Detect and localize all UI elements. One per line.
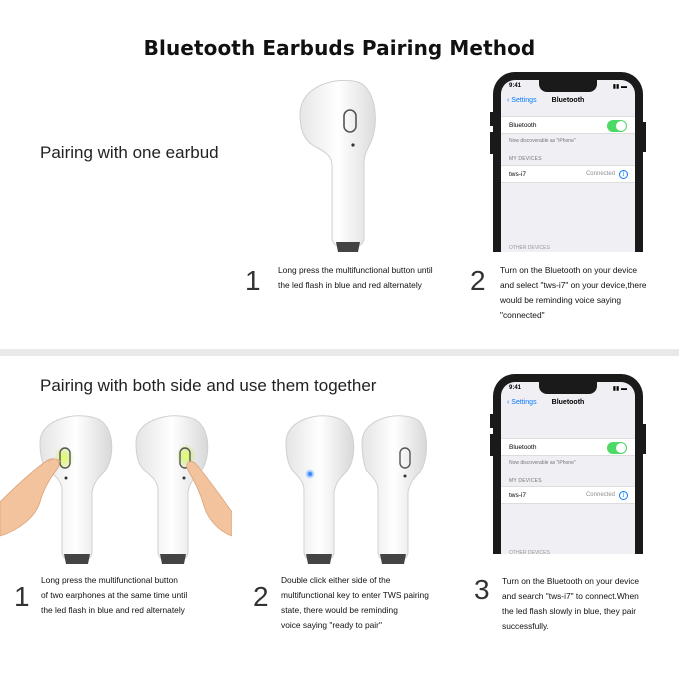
s2-step3-number: 3 <box>474 574 490 605</box>
battery-icon: ▮▮ ▬ <box>612 386 627 392</box>
bluetooth-label: Bluetooth <box>509 122 537 129</box>
section2-heading: Pairing with both side and use them together <box>40 376 377 395</box>
my-devices-header: MY DEVICES <box>509 478 542 484</box>
bluetooth-label: Bluetooth <box>509 444 537 451</box>
back-settings-link[interactable]: ‹ Settings <box>507 399 537 406</box>
info-icon[interactable]: i <box>619 170 628 179</box>
device-row[interactable] <box>501 486 635 504</box>
nav-title: Bluetooth <box>551 399 585 406</box>
status-time: 9:41 <box>509 83 522 89</box>
earbud-single-image <box>296 74 378 258</box>
s2-step2-text <box>281 573 429 633</box>
s2-step2-line: Double click either side of the <box>281 575 391 585</box>
bluetooth-toggle[interactable] <box>607 442 627 454</box>
page-title: Bluetooth Earbuds Pairing Method <box>143 36 536 60</box>
back-settings-link[interactable]: ‹ Settings <box>507 97 537 104</box>
s2-step1-line: Long press the multifunctional button <box>41 575 178 585</box>
s2-step3-line: the led flash slowly in blue, they pair <box>502 606 637 616</box>
s1-step2-text <box>500 263 647 323</box>
phone-screenshot-1 <box>493 72 643 252</box>
s2-step2-line: multifunctional key to enter TWS pairing <box>281 590 429 600</box>
info-icon[interactable]: i <box>619 491 628 500</box>
bluetooth-toggle[interactable] <box>607 120 627 132</box>
phone-notch <box>539 80 597 92</box>
device-status: Connected <box>585 171 615 177</box>
s2-step3-line: and search "tws-i7" to connect.When <box>502 591 639 601</box>
s1-step2-number: 2 <box>470 265 486 296</box>
discoverable-note: Now discoverable as "iPhone" <box>509 460 576 466</box>
s2-step1-number: 1 <box>14 581 30 612</box>
nav-title: Bluetooth <box>551 97 585 104</box>
section-divider <box>0 349 679 356</box>
earbuds-pressed-image <box>0 412 232 572</box>
device-name: tws-i7 <box>509 492 526 499</box>
s1-step2-line: Turn on the Bluetooth on your device <box>500 265 638 275</box>
s2-step3-line: Turn on the Bluetooth on your device <box>502 576 640 586</box>
status-time: 9:41 <box>509 385 522 391</box>
s1-step1-number: 1 <box>245 265 261 296</box>
s1-step1-line: the led flash in blue and red alternately <box>278 280 422 290</box>
s2-step1-line: the led flash in blue and red alternately <box>41 605 185 615</box>
s2-step1-text <box>41 573 187 618</box>
s2-step1-line: of two earphones at the same time until <box>41 590 188 600</box>
device-status: Connected <box>585 492 615 498</box>
s1-step1-line: Long press the multifunctional button until <box>278 265 433 275</box>
device-name: tws-i7 <box>509 171 526 178</box>
phone-notch <box>539 382 597 394</box>
s2-step3-line: successfully. <box>502 621 549 631</box>
device-row[interactable] <box>501 165 635 183</box>
bluetooth-toggle-row <box>501 116 635 134</box>
discoverable-note: Now discoverable as "iPhone" <box>509 138 576 144</box>
s2-step2-number: 2 <box>253 581 269 612</box>
phone-screenshot-2 <box>493 374 643 554</box>
earbuds-pairing-image <box>284 412 430 572</box>
s1-step2-line: "connected" <box>500 310 545 320</box>
s1-step1-text <box>278 263 433 293</box>
s2-step3-text <box>502 574 639 634</box>
s2-step2-line: state, there would be reminding <box>281 605 398 615</box>
back-label: Settings <box>511 97 537 104</box>
s1-step2-line: and select "tws-i7" on your device,there <box>500 280 647 290</box>
s1-step2-line: would be reminding voice saying <box>500 295 622 305</box>
section1-heading: Pairing with one earbud <box>40 143 219 162</box>
other-devices-header: OTHER DEVICES <box>509 550 550 554</box>
other-devices-header: OTHER DEVICES <box>509 245 550 251</box>
my-devices-header: MY DEVICES <box>509 156 542 162</box>
s2-step2-line: voice saying "ready to pair" <box>281 620 382 630</box>
back-label: Settings <box>511 399 537 406</box>
bluetooth-toggle-row <box>501 438 635 456</box>
battery-icon: ▮▮ ▬ <box>612 84 627 90</box>
